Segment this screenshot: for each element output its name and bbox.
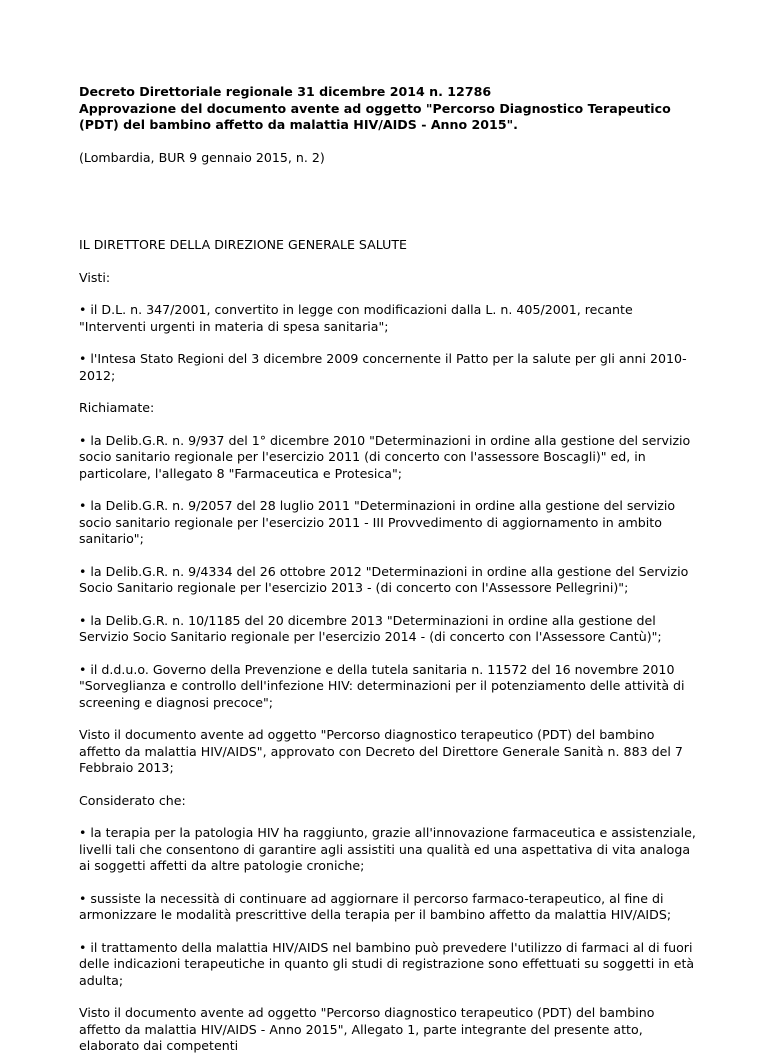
richiamate-item: • il d.d.u.o. Governo della Prevenzione e della tutela sanitaria n. 11572 del 16 novembre 2010 "Sorveglianza e controllo dell'infezione HIV: determinazioni per il potenziamento delle attività di screening e diagnosi precoce"; [79,661,685,710]
considerato-item: • la terapia per la patologia HIV ha raggiunto, grazie all'innovazione farmaceutica e assistenziale, livelli tali che consentono di garantire agli assistiti una qualità ed una aspettativa di vita analoga ai soggetti affetti da altre patologie croniche; [79,825,696,873]
richiamate-item: • la Delib.G.R. n. 9/937 del 1° dicembre 2010 "Determinazioni in ordine alla gestione del servizio socio sanitario regionale per l'esercizio 2011 (di concerto con l'assessore Boscagli)" ed, in particolare, l'allegato 8 "Farmaceutica e Protesica"; [79,432,691,481]
decree-title: Decreto Direttoriale regionale 31 dicembre 2014 n. 12786 [79,84,492,99]
visto-paragraph: Visto il documento avente ad oggetto "Percorso diagnostico terapeutico (PDT) del bambino affetto da malattia HIV/AIDS", approvato con Decreto del Direttore Generale Sanità n. 883 del 7 Febbraio 2013; [79,727,683,775]
considerato-item: • sussiste la necessità di continuare ad aggiornare il percorso farmaco-terapeutico, al fine di armonizzare le modalità prescrittive della terapia per il bambino affetto da malattia HIV/AIDS; [79,890,672,922]
visto-paragraph: Visto il documento avente ad oggetto "Percorso diagnostico terapeutico (PDT) del bambino affetto da malattia HIV/AIDS - Anno 2015", Allegato 1, parte integrante del presente atto, elaborato dai competenti [79,1005,655,1053]
considerato-heading: Considerato che: [79,792,186,808]
publication-source: (Lombardia, BUR 9 gennaio 2015, n. 2) [79,149,325,165]
decree-subject: Approvazione del documento avente ad oggetto "Percorso Diagnostico Terapeutico (PDT) del bambino affetto da malattia HIV/AIDS - Anno 2015". [79,100,671,132]
visti-item: • l'Intesa Stato Regioni del 3 dicembre 2009 concernente il Patto per la salute per gli anni 2010-2012; [79,351,687,383]
richiamate-item: • la Delib.G.R. n. 9/2057 del 28 luglio 2011 "Determinazioni in ordine alla gestione del servizio socio sanitario regionale per l'esercizio 2011 - III Provvedimento di aggiornamento in ambito sanitario"; [79,498,676,546]
document-page [79,84,699,1055]
visti-heading: Visti: [79,269,111,285]
issuer-heading: IL DIRETTORE DELLA DIREZIONE GENERALE SALUTE [79,237,408,252]
visti-item: • il D.L. n. 347/2001, convertito in legge con modificazioni dalla L. n. 405/2001, recante "Interventi urgenti in materia di spesa sanitaria"; [79,302,633,334]
richiamate-item: • la Delib.G.R. n. 9/4334 del 26 ottobre 2012 "Determinazioni in ordine alla gestione del Servizio Socio Sanitario regionale per l'esercizio 2013 - (di concerto con l'Assessore Pellegrini)"; [79,563,689,595]
richiamate-heading: Richiamate: [79,400,155,415]
considerato-item: • il trattamento della malattia HIV/AIDS nel bambino può prevedere l'utilizzo di farmaci al di fuori delle indicazioni terapeutiche in quanto gli studi di registrazione sono effettuati su soggetti in età adulta; [79,939,695,988]
richiamate-item: • la Delib.G.R. n. 10/1185 del 20 dicembre 2013 "Determinazioni in ordine alla gestione del Servizio Socio Sanitario regionale per l'esercizio 2014 - (di concerto con l'Assessore Cantù)"; [79,612,662,644]
